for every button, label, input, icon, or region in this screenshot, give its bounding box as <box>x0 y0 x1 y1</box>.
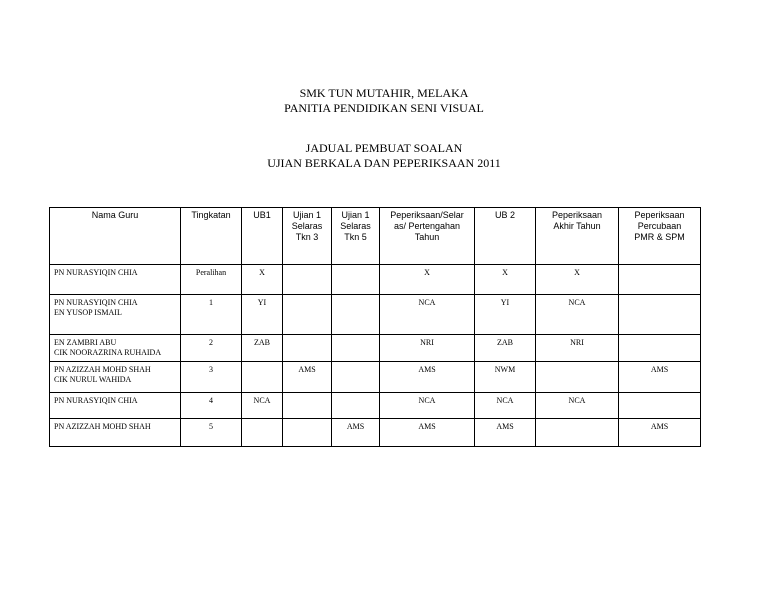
assignment-cell <box>283 419 332 447</box>
assignment-cell: NRI <box>536 335 619 362</box>
assignment-cell: AMS <box>619 362 701 393</box>
teacher-name-cell <box>50 265 181 295</box>
table-row <box>50 362 701 393</box>
column-header-label: UB1 <box>253 210 271 220</box>
table-row <box>50 335 701 362</box>
assignment-cell <box>332 335 380 362</box>
column-header-label: Peperiksaan/Selar <box>390 210 464 220</box>
column-header-label: Percubaan <box>637 221 682 231</box>
teacher-name: PN NURASYIQIN CHIA <box>54 396 138 405</box>
column-header-akhir-tahun <box>536 208 619 265</box>
assignment-cell: AMS <box>619 419 701 447</box>
table-row <box>50 393 701 419</box>
teacher-name-cell <box>50 335 181 362</box>
column-header-ub1 <box>242 208 283 265</box>
column-header-label: UB 2 <box>494 210 515 220</box>
assignment-cell: ZAB <box>475 335 536 362</box>
column-header-ujian1-tkn3 <box>283 208 332 265</box>
column-header-label: Selaras <box>291 221 323 231</box>
assignment-cell: AMS <box>283 362 332 393</box>
column-header-label: as/ Pertengahan <box>393 221 461 231</box>
teacher-name: PN NURASYIQIN CHIA <box>54 298 138 307</box>
assignment-cell: NCA <box>380 295 475 335</box>
assignment-cell: X <box>475 265 536 295</box>
assignment-cell: X <box>536 265 619 295</box>
teacher-name: PN AZIZZAH MOHD SHAH <box>54 422 151 431</box>
schedule-subtitle: UJIAN BERKALA DAN PEPERIKSAAN 2011 <box>267 156 501 170</box>
assignment-cell: NCA <box>380 393 475 419</box>
column-header-ub2 <box>475 208 536 265</box>
assignment-cell: AMS <box>475 419 536 447</box>
assignment-cell <box>332 295 380 335</box>
assignment-cell <box>536 419 619 447</box>
table-row <box>50 265 701 295</box>
teacher-name: EN ZAMBRI ABU <box>54 338 117 347</box>
teacher-name: CIK NOORAZRINA RUHAIDA <box>54 348 162 357</box>
schedule-title: JADUAL PEMBUAT SOALAN <box>305 141 463 155</box>
teacher-name-cell <box>50 295 181 335</box>
column-header-percubaan <box>619 208 701 265</box>
question-setter-table <box>49 207 701 447</box>
teacher-name: EN YUSOP ISMAIL <box>54 308 122 317</box>
assignment-cell <box>332 393 380 419</box>
column-header-ujian1-tkn5 <box>332 208 380 265</box>
assignment-cell <box>332 362 380 393</box>
column-header-label: Nama Guru <box>91 210 139 220</box>
assignment-cell: NWM <box>475 362 536 393</box>
assignment-cell <box>619 393 701 419</box>
assignment-cell: NCA <box>536 295 619 335</box>
assignment-cell: YI <box>242 295 283 335</box>
assignment-cell <box>332 265 380 295</box>
assignment-cell <box>242 362 283 393</box>
assignment-cell: X <box>380 265 475 295</box>
assignment-cell <box>283 335 332 362</box>
school-name: SMK TUN MUTAHIR, MELAKA <box>299 86 469 100</box>
assignment-cell: YI <box>475 295 536 335</box>
assignment-cell: NCA <box>242 393 283 419</box>
teacher-name: CIK NURUL WAHIDA <box>54 375 132 384</box>
form-level-cell: 5 <box>181 419 242 447</box>
form-level-cell: 2 <box>181 335 242 362</box>
teacher-name-cell <box>50 362 181 393</box>
assignment-cell: NCA <box>475 393 536 419</box>
assignment-cell <box>283 393 332 419</box>
assignment-cell <box>536 362 619 393</box>
form-level-cell: Peralihan <box>181 265 242 295</box>
teacher-name: PN AZIZZAH MOHD SHAH <box>54 365 151 374</box>
column-header-label: Ujian 1 <box>341 210 370 220</box>
form-level-cell: 4 <box>181 393 242 419</box>
assignment-cell <box>619 335 701 362</box>
column-header-label: Selaras <box>340 221 371 231</box>
table-row <box>50 419 701 447</box>
column-header-label: Peperiksaan <box>551 210 603 220</box>
column-header-label: Akhir Tahun <box>553 221 601 231</box>
assignment-cell: AMS <box>380 362 475 393</box>
assignment-cell <box>619 265 701 295</box>
teacher-name-cell <box>50 419 181 447</box>
table-header-row <box>50 208 701 265</box>
assignment-cell <box>619 295 701 335</box>
school-heading <box>0 86 768 116</box>
committee-name: PANITIA PENDIDIKAN SENI VISUAL <box>284 101 484 115</box>
column-header-pertengahan-tahun <box>380 208 475 265</box>
assignment-cell: NCA <box>536 393 619 419</box>
teacher-name-cell <box>50 393 181 419</box>
assignment-cell: AMS <box>380 419 475 447</box>
assignment-cell: X <box>242 265 283 295</box>
assignment-cell: AMS <box>332 419 380 447</box>
column-header-label: Tkn 3 <box>295 232 319 242</box>
form-level-cell: 3 <box>181 362 242 393</box>
teacher-name: PN NURASYIQIN CHIA <box>54 268 138 277</box>
column-header-label: Tingkatan <box>191 210 231 220</box>
assignment-cell <box>242 419 283 447</box>
assignment-cell <box>283 265 332 295</box>
column-header-tingkatan <box>181 208 242 265</box>
column-header-label: Peperiksaan <box>634 210 685 220</box>
column-header-label: PMR & SPM <box>634 232 685 242</box>
assignment-cell: ZAB <box>242 335 283 362</box>
column-header-label: Ujian 1 <box>292 210 321 220</box>
form-level-cell: 1 <box>181 295 242 335</box>
document-title <box>0 141 768 171</box>
column-header-nama-guru <box>50 208 181 265</box>
table-row <box>50 295 701 335</box>
column-header-label: Tkn 5 <box>344 232 367 242</box>
column-header-label: Tahun <box>414 232 440 242</box>
table-body <box>50 265 701 447</box>
assignment-cell <box>283 295 332 335</box>
assignment-cell: NRI <box>380 335 475 362</box>
